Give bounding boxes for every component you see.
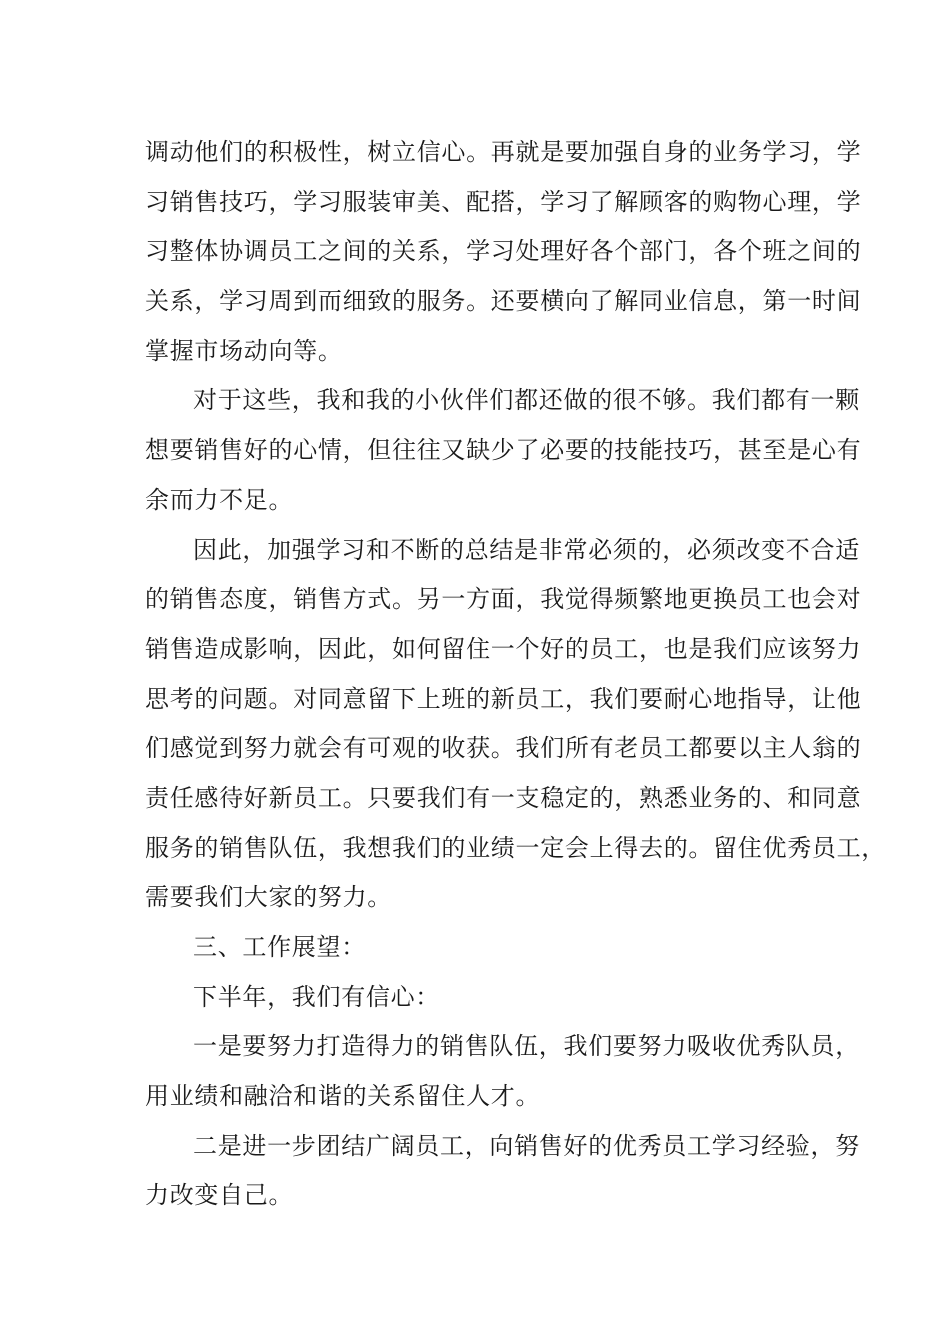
section-heading-work-outlook	[145, 923, 810, 973]
text-line: 们感觉到努力就会有可观的收获。我们所有老员工都要以主人翁的	[145, 734, 862, 763]
text-line: 余而力不足。	[145, 485, 294, 514]
text-line: 的销售态度，销售方式。另一方面，我觉得频繁地更换员工也会对	[145, 585, 862, 614]
paragraph-1	[145, 128, 862, 376]
paragraph-3	[145, 526, 886, 924]
text-line: 掌握市场动向等。	[145, 336, 343, 365]
text-line: 销售造成影响，因此，如何留住一个好的员工，也是我们应该努力	[145, 634, 862, 663]
text-line: 思考的问题。对同意留下上班的新员工，我们要耐心地指导，让他	[145, 684, 862, 713]
heading-line: 三、工作展望：	[193, 933, 366, 961]
paragraph-7	[145, 1122, 860, 1221]
paragraph-6	[145, 1022, 860, 1121]
text-line: 调动他们的积极性，树立信心。再就是要加强自身的业务学习，学	[145, 138, 862, 166]
text-line: 习销售技巧，学习服装审美、配搭，学习了解顾客的购物心理，学	[145, 187, 862, 216]
text-line: 关系，学习周到而细致的服务。还要横向了解同业信息，第一时间	[145, 287, 862, 316]
text-line: 用业绩和融洽和谐的关系留住人才。	[145, 1082, 541, 1111]
text-line: 需要我们大家的努力。	[145, 883, 392, 912]
text-line: 责任感待好新员工。只要我们有一支稳定的，熟悉业务的、和同意	[145, 783, 862, 812]
text-line: 一是要努力打造得力的销售队伍，我们要努力吸收优秀队员，	[193, 1032, 860, 1061]
document-body	[145, 128, 886, 1221]
text-line: 力改变自己。	[145, 1181, 294, 1210]
text-line: 习整体协调员工之间的关系，学习处理好各个部门，各个班之间的	[145, 237, 862, 266]
paragraph-5	[145, 973, 810, 1023]
text-line: 下半年，我们有信心：	[193, 982, 440, 1011]
paragraph-2	[145, 376, 862, 525]
text-line: 二是进一步团结广阔员工，向销售好的优秀员工学习经验，努	[193, 1131, 860, 1160]
text-line: 服务的销售队伍，我想我们的业绩一定会上得去的。留住优秀员工，	[145, 833, 886, 862]
text-line: 对于这些，我和我的小伙伴们都还做的很不够。我们都有一颗	[193, 386, 860, 415]
text-line: 因此，加强学习和不断的总结是非常必须的，必须改变不合适	[193, 535, 860, 564]
text-line: 想要销售好的心情，但往往又缺少了必要的技能技巧，甚至是心有	[145, 436, 862, 465]
